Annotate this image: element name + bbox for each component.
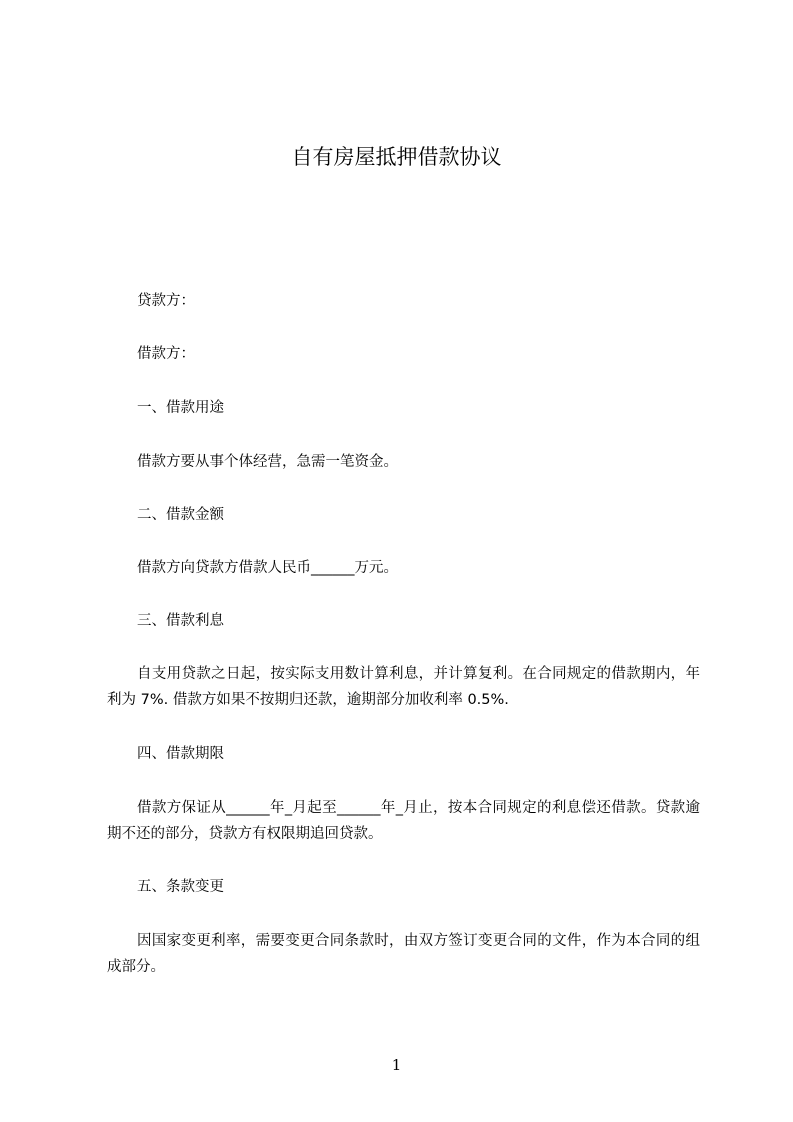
borrower-label: 借款方： [137,346,195,362]
section2-heading: 二、借款金额 [137,507,224,523]
section5-body: 因国家变更利率，需要变更合同条款时，由双方签订变更合同的文件，作为本合同的组成部分。 [107,933,700,975]
section3-body: 自支用贷款之日起，按实际支用数计算利息，并计算复利。在合同规定的借款期内，年利为 7%. 借款方如果不按期归还款，逾期部分加收利率 0.5%. [107,666,700,708]
section1-heading: 一、借款用途 [137,400,224,416]
section1-body: 借款方要从事个体经营，急需一笔资金。 [137,454,398,470]
section4-body: 借款方保证从______年_月起至______年_月止，按本合同规定的利息偿还借款。贷款逾期不还的部分，贷款方有权限期追回贷款。 [107,800,700,842]
document-title: 自有房屋抵押借款协议 [291,145,502,169]
section2-body: 借款方向贷款方借款人民币______万元。 [137,560,398,576]
section4-heading: 四、借款期限 [137,746,224,762]
section5-heading: 五、条款变更 [137,879,224,895]
lender-label: 贷款方： [137,293,195,309]
page-number: 1 [391,1056,402,1074]
section3-heading: 三、借款利息 [137,613,224,629]
